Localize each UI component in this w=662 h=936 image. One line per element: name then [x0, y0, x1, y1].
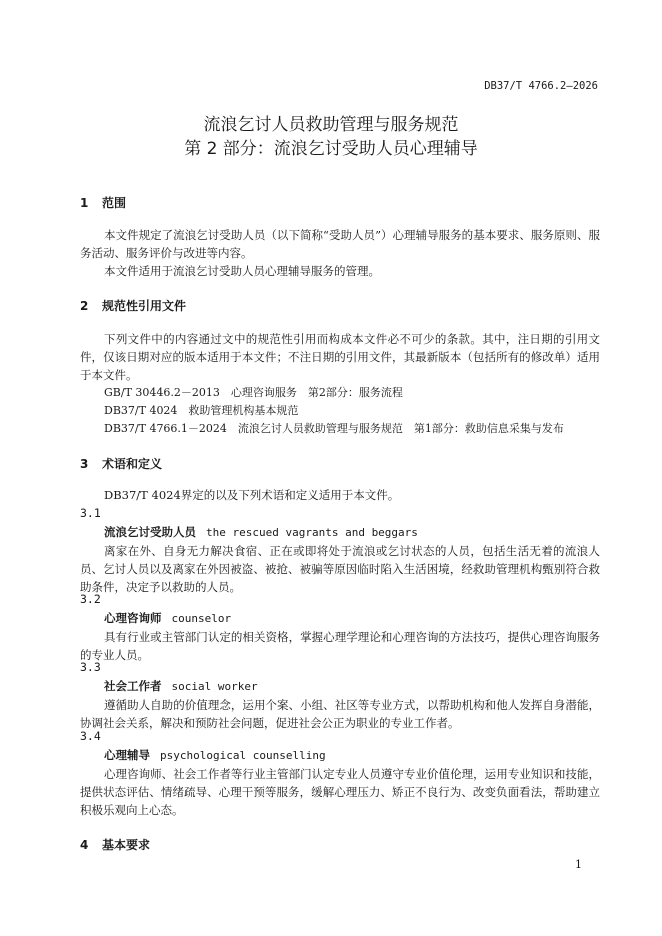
clause-number: 3.3 — [80, 660, 101, 674]
clause-number: 3.1 — [80, 506, 101, 520]
section-number: 3 — [80, 457, 89, 471]
section-title: 规范性引用文件 — [102, 299, 187, 313]
term-chinese: 流浪乞讨受助人员 — [104, 525, 196, 539]
term-entry — [104, 678, 258, 694]
reference-item: GB/T 30446.2－2013 心理咨询服务 第2部分：服务流程 — [104, 386, 403, 399]
scope-paragraph-2: 本文件适用于流浪乞讨受助人员心理辅导服务的管理。 — [104, 264, 380, 278]
standard-code: DB37/T 4766.2—2026 — [484, 80, 598, 92]
clause-number: 3.2 — [80, 592, 101, 606]
scope-paragraph-1: 本文件规定了流浪乞讨受助人员（以下简称“受助人员”）心理辅导服务的基本要求、服务原则、服务活动、服务评价与改进等内容。 — [80, 228, 600, 260]
section-number: 4 — [80, 838, 89, 852]
section-heading-scope — [80, 194, 126, 211]
section-title: 基本要求 — [102, 838, 151, 852]
document-title: 流浪乞讨人员救助管理与服务规范 — [203, 115, 459, 135]
term-chinese: 心理辅导 — [104, 748, 150, 762]
section-heading-terms — [80, 455, 162, 472]
terms-intro: DB37/T 4024界定的以及下列术语和定义适用于本文件。 — [104, 488, 400, 502]
section-heading-normative-references — [80, 297, 186, 314]
term-definition: 遵循助人自助的价值理念，运用个案、小组、社区等专业方式，以帮助机构和他人发挥自身潜能，协调社会关系，解决和预防社会问题，促进社会公正为职业的专业工作者。 — [80, 698, 600, 730]
term-entry — [104, 524, 418, 540]
clause-number: 3.4 — [80, 729, 101, 743]
term-entry — [104, 747, 326, 763]
term-chinese: 心理咨询师 — [104, 611, 162, 625]
term-definition: 心理咨询师、社会工作者等行业主管部门认定专业人员遵守专业价值伦理，运用专业知识和技能，提供状态评估、情绪疏导、心理干预等服务，缓解心理压力、矫正不良行为、改变负面看法，帮助建立积极乐观向上心态。 — [80, 767, 600, 817]
reference-item: DB37/T 4024 救助管理机构基本规范 — [104, 404, 299, 417]
term-english: social worker — [171, 680, 258, 693]
term-english: the rescued vagrants and beggars — [206, 526, 418, 539]
section-heading-basic-requirements — [80, 836, 150, 853]
section-title: 范围 — [102, 196, 127, 210]
term-definition: 具有行业或主管部门认定的相关资格，掌握心理学理论和心理咨询的方法技巧，提供心理咨询服务的专业人员。 — [80, 630, 600, 662]
term-chinese: 社会工作者 — [104, 679, 162, 693]
section-title: 术语和定义 — [102, 457, 163, 471]
term-english: counselor — [171, 612, 232, 625]
term-entry — [104, 610, 231, 626]
section-number: 1 — [80, 196, 89, 210]
page-number: 1 — [575, 858, 582, 871]
term-definition: 离家在外、自身无力解决食宿、正在或即将处于流浪或乞讨状态的人员，包括生活无着的流浪人员、乞讨人员以及离家在外因被盗、被抢、被骗等原因临时陷入生活困境，经救助管理机构甄别符合救助条件，决定予以救助的人员。 — [80, 544, 600, 594]
document-subtitle: 第 2 部分：流浪乞讨受助人员心理辅导 — [184, 139, 478, 159]
references-paragraph: 下列文件中的内容通过文中的规范性引用而构成本文件必不可少的条款。其中，注日期的引用文件，仅该日期对应的版本适用于本文件；不注日期的引用文件，其最新版本（包括所有的修改单）适用于本文件。 — [80, 332, 600, 382]
reference-item: DB37/T 4766.1－2024 流浪乞讨人员救助管理与服务规范 第1部分：救助信息采集与发布 — [104, 422, 564, 435]
term-english: psychological counselling — [160, 749, 326, 762]
section-number: 2 — [80, 299, 89, 313]
